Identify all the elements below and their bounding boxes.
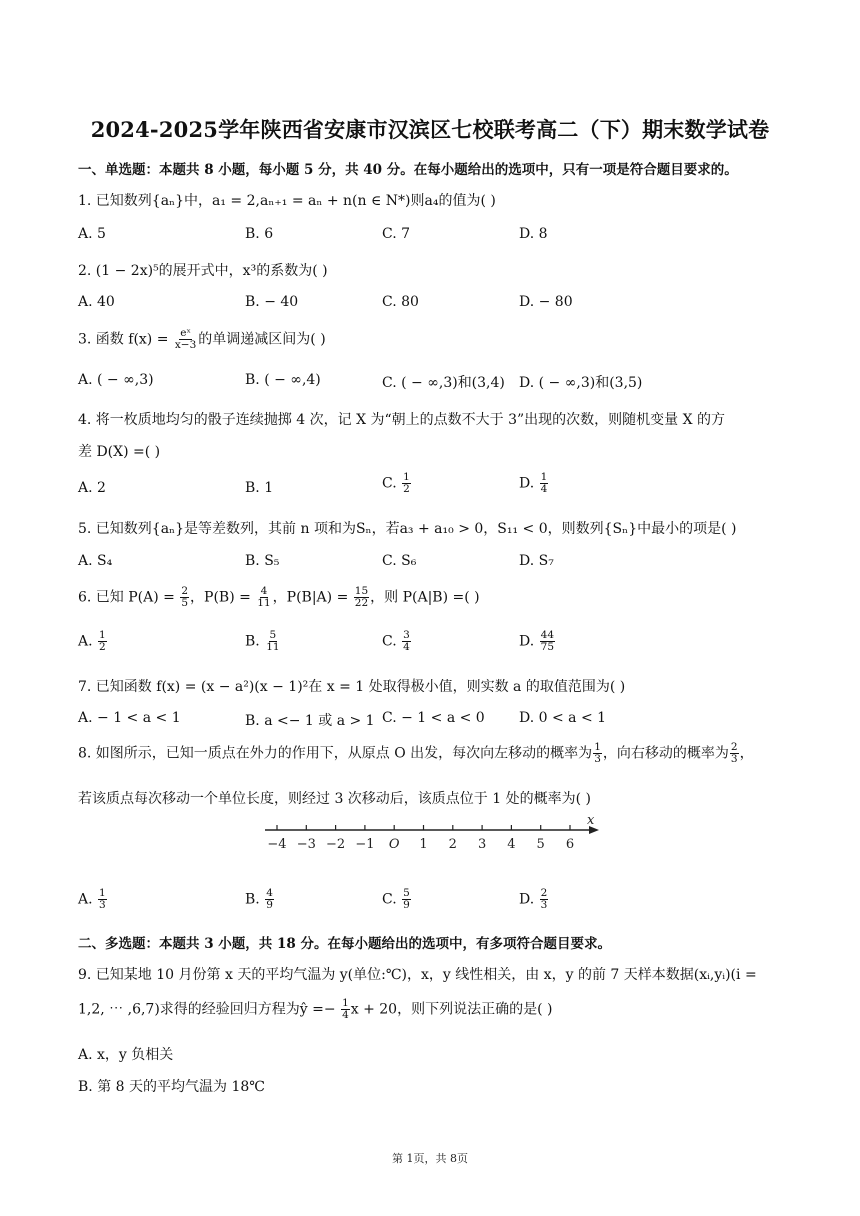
q8-option-a-num: 1 — [99, 887, 106, 899]
q8-text-1: 8. 如图所示，已知一质点在外力的作用下，从原点 O 出发，每次向左移动的概率为 — [78, 745, 593, 762]
q3-fraction — [174, 328, 197, 351]
q8-option-b-num: 4 — [266, 887, 273, 899]
q6-fraction-1 — [180, 586, 189, 609]
q8-option-c — [382, 888, 412, 911]
number-line-tick-label: 2 — [448, 837, 457, 852]
q6-f1-num: 2 — [181, 585, 189, 597]
q6-option-d-num: 44 — [540, 629, 555, 641]
q6-text-1: 6. 已知 P(A) = — [78, 589, 180, 606]
q6-option-b-den: 11 — [266, 641, 280, 654]
q8-option-d-fraction — [540, 888, 549, 911]
page-footer: 第 1页，共 8页 — [392, 1152, 468, 1165]
q6-option-c-fraction — [402, 630, 411, 653]
q6-option-c-num: 3 — [403, 629, 410, 641]
q1-option-d: D. 8 — [519, 226, 548, 242]
number-line-tick-label: −2 — [326, 837, 346, 852]
q5-option-b: B. S₅ — [245, 553, 280, 569]
q6-option-c-den: 4 — [403, 641, 410, 654]
q4-option-d — [519, 472, 549, 495]
q8-option-b-label: B. — [245, 891, 265, 908]
q3-prefix: 3. 函数 f(x) = — [78, 331, 173, 348]
q5-option-c: C. S₆ — [382, 553, 417, 569]
section-multiple-choice-header: 二、多选题：本题共 3 小题，共 18 分。在每小题给出的选项中，有多项符合题目要求。 — [78, 936, 611, 952]
q2-option-c: C. 80 — [382, 294, 419, 310]
q6-fraction-2 — [256, 586, 271, 609]
q6-option-b-num: 5 — [269, 629, 277, 641]
question-9-line-2 — [78, 998, 552, 1021]
q5-option-d: D. S₇ — [519, 553, 554, 569]
q1-option-c: C. 7 — [382, 226, 411, 242]
q6-f2-num: 4 — [260, 585, 268, 597]
number-line-tick-label: O — [388, 837, 400, 852]
q3-option-a: A. ( − ∞,3) — [78, 372, 154, 388]
q9-f-num: 1 — [342, 997, 349, 1009]
q6-option-d-den: 75 — [540, 641, 555, 654]
question-4-line-2: 差 D(X) =( ) — [78, 444, 161, 460]
q6-text-2: ，P(B) = — [190, 589, 256, 606]
axis-label: x — [587, 813, 595, 828]
q8-text-3: ， — [739, 745, 754, 762]
q7-option-a: A. − 1 < a < 1 — [78, 710, 181, 726]
question-4-line-1: 4. 将一枚质地均匀的骰子连续抛掷 4 次，记 X 为“朝上的点数不大于 3”出现的次数，则随机变量 X 的方 — [78, 412, 726, 428]
q6-f3-num: 15 — [354, 585, 369, 597]
q8-fraction-right — [730, 742, 739, 765]
number-line-tick-label: 4 — [507, 837, 516, 852]
q8-text-2: ，向右移动的概率为 — [602, 745, 729, 762]
q3-fraction-num: eˣ — [180, 327, 191, 339]
number-line-figure — [265, 812, 605, 856]
q3-fraction-den: x−3 — [174, 339, 197, 352]
question-8-line-1 — [78, 742, 754, 765]
q9-option-b: B. 第 8 天的平均气温为 18℃ — [78, 1079, 265, 1095]
q8-option-b-fraction — [265, 888, 274, 911]
q8-option-c-num: 5 — [403, 887, 410, 899]
question-8-line-2: 若该质点每次移动一个单位长度，则经过 3 次移动后，该质点位于 1 处的概率为( ) — [78, 791, 591, 807]
q8-option-d-num: 2 — [540, 887, 548, 899]
q1-option-a: A. 5 — [78, 226, 106, 242]
q2-option-b: B. − 40 — [245, 294, 299, 310]
q4-option-b: B. 1 — [245, 480, 274, 496]
q1-option-b: B. 6 — [245, 226, 274, 242]
number-line-tick-label: −4 — [267, 837, 287, 852]
question-7: 7. 已知函数 f(x) = (x − a²)(x − 1)²在 x = 1 处取得极小值，则实数 a 的取值范围为( ) — [78, 679, 626, 695]
q7-option-b: B. a <− 1 或 a > 1 — [245, 713, 375, 729]
q8-f2-den: 3 — [730, 753, 738, 766]
q9-text-2: x + 20，则下列说法正确的是( ) — [350, 1001, 553, 1018]
q6-text-4: ，则 P(A|B) =( ) — [370, 589, 480, 606]
q8-option-a — [78, 888, 108, 911]
q4-option-c — [382, 472, 412, 495]
q5-option-a: A. S₄ — [78, 553, 113, 569]
q3-suffix: 的单调递减区间为( ) — [198, 331, 326, 348]
q8-option-a-fraction — [98, 888, 107, 911]
q8-option-b-den: 9 — [266, 899, 273, 912]
q6-f1-den: 5 — [181, 597, 189, 610]
question-1: 1. 已知数列{aₙ}中，a₁ = 2,aₙ₊₁ = aₙ + n(n ∈ N*)则a₄的值为( ) — [78, 193, 496, 209]
q4-option-a: A. 2 — [78, 480, 106, 496]
q8-option-d-den: 3 — [540, 899, 548, 912]
q4-option-c-num: 1 — [403, 471, 410, 483]
q6-option-a-num: 1 — [99, 629, 106, 641]
number-line-ticks — [267, 825, 574, 852]
q8-option-d — [519, 888, 549, 911]
q2-option-d: D. − 80 — [519, 294, 573, 310]
q7-option-c: C. − 1 < a < 0 — [382, 710, 485, 726]
q4-option-d-den: 4 — [540, 483, 548, 496]
q7-option-d: D. 0 < a < 1 — [519, 710, 607, 726]
number-line-tick-label: −1 — [355, 837, 375, 852]
q9-option-a: A. x，y 负相关 — [78, 1047, 174, 1063]
q4-option-c-den: 2 — [403, 483, 410, 496]
q8-option-a-den: 3 — [99, 899, 106, 912]
q6-option-d-fraction — [540, 630, 555, 653]
q8-option-d-label: D. — [519, 891, 539, 908]
q8-option-b — [245, 888, 275, 911]
q4-option-c-fraction — [402, 472, 411, 495]
q6-option-d-label: D. — [519, 633, 539, 650]
q6-option-a-fraction — [98, 630, 107, 653]
question-9-line-1: 9. 已知某地 10 月份第 x 天的平均气温为 y(单位:℃)，x，y 线性相关，由 x，y 的前 7 天样本数据(xᵢ,yᵢ)(i = — [78, 967, 757, 983]
q4-option-c-label: C. — [382, 475, 402, 492]
question-5: 5. 已知数列{aₙ}是等差数列，其前 n 项和为Sₙ，若a₃ + a₁₀ > 0，S₁₁ < 0，则数列{Sₙ}中最小的项是( ) — [78, 521, 737, 537]
q6-option-c — [382, 630, 412, 653]
q9-fraction — [341, 998, 350, 1021]
q4-option-d-num: 1 — [540, 471, 548, 483]
q4-option-d-label: D. — [519, 475, 539, 492]
q6-f3-den: 22 — [354, 597, 369, 610]
q8-f1-den: 3 — [594, 753, 601, 766]
number-line-tick-label: 6 — [565, 837, 575, 852]
q3-option-d: D. ( − ∞,3)和(3,5) — [519, 375, 643, 391]
question-2: 2. (1 − 2x)⁵的展开式中，x³的系数为( ) — [78, 263, 328, 279]
q8-f1-num: 1 — [594, 741, 601, 753]
q6-text-3: ，P(B|A) = — [272, 589, 353, 606]
q4-option-d-fraction — [540, 472, 549, 495]
number-line-tick-label: 5 — [536, 837, 545, 852]
q2-option-a: A. 40 — [78, 294, 115, 310]
number-line-tick-label: 3 — [477, 837, 487, 852]
q6-option-a-label: A. — [78, 633, 98, 650]
q6-option-b-fraction — [265, 630, 280, 653]
q9-f-den: 4 — [342, 1009, 349, 1022]
q6-option-a-den: 2 — [99, 641, 106, 654]
question-3 — [78, 328, 326, 351]
number-line-tick-label: −3 — [296, 837, 316, 852]
exam-title: 2024-2025学年陕西省安康市汉滨区七校联考高二（下）期末数学试卷 — [90, 117, 770, 142]
q3-option-b: B. ( − ∞,4) — [245, 372, 321, 388]
q6-f2-den: 11 — [257, 597, 271, 610]
q6-option-b-label: B. — [245, 633, 265, 650]
q3-option-c: C. ( − ∞,3)和(3,4) — [382, 375, 505, 391]
q6-fraction-3 — [354, 586, 369, 609]
section-single-choice-header: 一、单选题：本题共 8 小题，每小题 5 分，共 40 分。在每小题给出的选项中，只有一项是符合题目要求的。 — [78, 162, 738, 178]
q8-option-c-label: C. — [382, 891, 402, 908]
q6-option-a — [78, 630, 108, 653]
q6-option-c-label: C. — [382, 633, 402, 650]
q8-f2-num: 2 — [730, 741, 738, 753]
number-line-tick-label: 1 — [419, 837, 428, 852]
q8-option-a-label: A. — [78, 891, 98, 908]
q8-option-c-den: 9 — [403, 899, 410, 912]
q6-option-d — [519, 630, 556, 653]
q6-option-b — [245, 630, 282, 653]
question-6 — [78, 586, 480, 609]
q8-fraction-left — [593, 742, 602, 765]
q9-text-1: 1,2, ⋯ ,6,7)求得的经验回归方程为ŷ =− — [78, 1001, 341, 1018]
q8-option-c-fraction — [402, 888, 411, 911]
